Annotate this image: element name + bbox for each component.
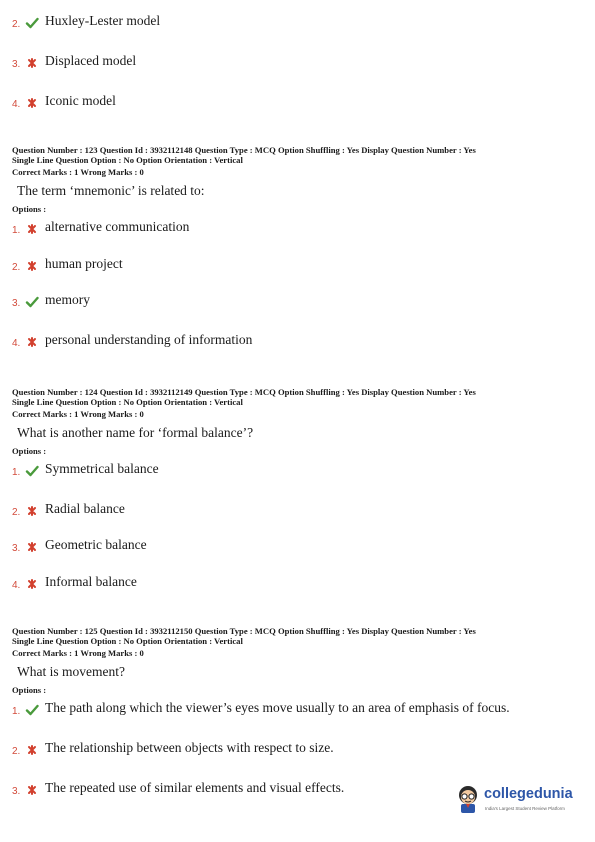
cross-icon — [25, 259, 39, 273]
cross-icon — [25, 96, 39, 110]
cross-icon — [25, 335, 39, 349]
cross-icon — [25, 222, 39, 236]
option-text: Radial balance — [45, 501, 125, 516]
option-number: 2. — [12, 746, 21, 757]
check-icon — [25, 295, 39, 309]
option-text: memory — [45, 292, 90, 307]
cross-icon — [25, 540, 39, 554]
question-text: The term ‘mnemonic’ is related to: — [17, 183, 205, 198]
option-text: alternative communication — [45, 219, 190, 234]
options-label: Options : — [12, 204, 47, 214]
question-meta: Question Number : 123 Question Id : 3932112148 Question Type : MCQ Option Shuffling : Yes Display Question Number : Yes Single Line Question Option : No Option Orientation : Vertical Correct Marks : 1 Wrong Marks : 0 — [12, 145, 476, 177]
logo-brand: collegedunia — [484, 786, 573, 802]
cross-icon — [25, 577, 39, 591]
option-number: 3. — [12, 786, 21, 797]
option-text: Geometric balance — [45, 537, 147, 552]
cross-icon — [25, 783, 39, 797]
option-text: The repeated use of similar elements and visual effects. — [45, 780, 345, 795]
option-text: personal understanding of information — [45, 332, 253, 347]
option-number: 3. — [12, 543, 21, 554]
option-text: The relationship between objects with respect to size. — [45, 740, 334, 755]
check-icon — [25, 464, 39, 478]
option-number: 3. — [12, 298, 21, 309]
options-label: Options : — [12, 685, 47, 695]
option-number: 1. — [12, 706, 21, 717]
check-icon — [25, 16, 39, 30]
option-text: Huxley-Lester model — [45, 13, 161, 28]
option-text: The path along which the viewer’s eyes move usually to an area of emphasis of focus. — [45, 700, 510, 715]
option-text: Symmetrical balance — [45, 461, 159, 476]
option-text: Iconic model — [45, 93, 116, 108]
option-number: 4. — [12, 580, 21, 591]
logo-tagline: India's Largest Student Review Platform — [485, 806, 565, 811]
question-meta: Question Number : 124 Question Id : 3932112149 Question Type : MCQ Option Shuffling : Yes Display Question Number : Yes Single Line Question Option : No Option Orientation : Vertical Correct Marks : 1 Wrong Marks : 0 — [12, 387, 476, 419]
options-label: Options : — [12, 446, 47, 456]
option-number: 4. — [12, 99, 21, 110]
option-number: 1. — [12, 225, 21, 236]
option-number: 2. — [12, 507, 21, 518]
option-number: 2. — [12, 262, 21, 273]
option-number: 2. — [12, 19, 21, 30]
collegedunia-logo — [452, 782, 582, 822]
question-text: What is another name for ‘formal balance’? — [17, 425, 254, 440]
mascot-icon — [454, 784, 482, 819]
option-text: Informal balance — [45, 574, 137, 589]
cross-icon — [25, 56, 39, 70]
cross-icon — [25, 504, 39, 518]
option-text: Displaced model — [45, 53, 137, 68]
option-number: 3. — [12, 59, 21, 70]
cross-icon — [25, 743, 39, 757]
option-text: human project — [45, 256, 123, 271]
check-icon — [25, 703, 39, 717]
option-number: 1. — [12, 467, 21, 478]
question-meta: Question Number : 125 Question Id : 3932112150 Question Type : MCQ Option Shuffling : Yes Display Question Number : Yes Single Line Question Option : No Option Orientation : Vertical Correct Marks : 1 Wrong Marks : 0 — [12, 626, 476, 658]
question-text: What is movement? — [17, 664, 125, 679]
option-number: 4. — [12, 338, 21, 349]
